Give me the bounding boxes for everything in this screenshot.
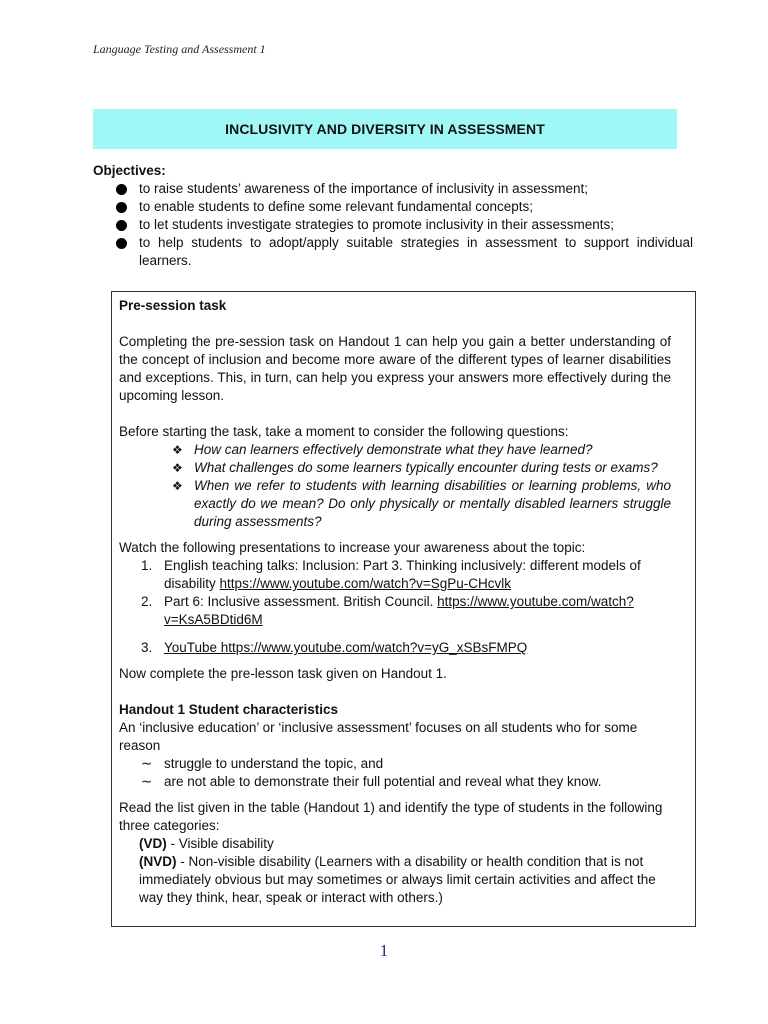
category-item: (NVD) - Non-visible disability (Learners with a disability or health condition that is not immediately obvious but may sometimes or always limit certain activities and affect the way they think, hear, speak or interact with others.) bbox=[139, 854, 656, 905]
question-item: ❖ How can learners effectively demonstrate what they have learned? bbox=[172, 442, 593, 457]
page-number: 1 bbox=[379, 941, 389, 960]
video-link[interactable]: https://www.youtube.com/watch?v=SgPu-CHcvlk bbox=[219, 576, 512, 591]
pre-session-task-box bbox=[111, 291, 696, 927]
question-item: ❖ When we refer to students with learning disabilities or learning problems, who exactly do we mean? Do only physically or mentally disabled learners struggle during assessments? bbox=[172, 478, 671, 529]
objectives-section bbox=[93, 162, 693, 270]
objective-item: to raise students’ awareness of the importance of inclusivity in assessment; bbox=[93, 180, 693, 198]
diamond-bullet-icon: ❖ bbox=[172, 443, 183, 457]
reason-item: ∼ struggle to understand the topic, and bbox=[141, 756, 384, 771]
question-item: ❖ What challenges do some learners typically encounter during tests or exams? bbox=[172, 460, 658, 475]
watch-intro: Watch the following presentations to increase your awareness about the topic: bbox=[119, 540, 586, 555]
video-list bbox=[119, 557, 671, 657]
video-link[interactable]: https://www.youtube.com/watch?v=KsA5BDtid6M bbox=[164, 594, 634, 627]
task-heading: Pre-session task bbox=[119, 298, 227, 313]
read-list-instruction: Read the list given in the table (Handout 1) and identify the type of students in the following three categories: bbox=[119, 800, 663, 833]
video-link[interactable]: YouTube https://www.youtube.com/watch?v=yG_xSBsFMPQ bbox=[164, 640, 528, 655]
objective-item: to let students investigate strategies to promote inclusivity in their assessments; bbox=[93, 216, 693, 234]
diamond-bullet-icon: ❖ bbox=[172, 461, 183, 475]
bullet-icon bbox=[116, 220, 127, 231]
task-intro: Completing the pre-session task on Handout 1 can help you gain a better understanding of the concept of inclusion and become more aware of the different types of learner disabilities and exceptions. This, in turn, can help you express your answers more effectively during the upcoming lesson. bbox=[119, 334, 671, 403]
video-item: 1. English teaching talks: Inclusion: Part 3. Thinking inclusively: different models of disability https://www.youtube.com/watch?v=SgPu-CHcvlk bbox=[141, 558, 641, 591]
bullet-icon bbox=[116, 184, 127, 195]
video-item: 2. Part 6: Inclusive assessment. British Council. https://www.youtube.com/watch?v=KsA5BDtid6M bbox=[141, 594, 634, 627]
objectives-list bbox=[93, 180, 693, 270]
reason-item: ∼ are not able to demonstrate their full potential and reveal what they know. bbox=[141, 774, 602, 789]
handout-heading: Handout 1 Student characteristics bbox=[119, 702, 339, 717]
bullet-icon bbox=[116, 202, 127, 213]
category-item: (VD) - Visible disability bbox=[139, 836, 274, 851]
running-header: Language Testing and Assessment 1 bbox=[93, 42, 266, 56]
objective-item: to help students to adopt/apply suitable strategies in assessment to support individual learners. bbox=[93, 234, 693, 270]
page-title: INCLUSIVITY AND DIVERSITY IN ASSESSMENT bbox=[225, 121, 545, 137]
questions-list bbox=[119, 441, 671, 531]
bullet-icon bbox=[116, 238, 127, 249]
handout-intro: An ‘inclusive education’ or ‘inclusive assessment’ focuses on all students who for some reason bbox=[119, 720, 638, 753]
tilde-bullet-icon: ∼ bbox=[141, 756, 153, 771]
title-banner bbox=[93, 109, 677, 149]
diamond-bullet-icon: ❖ bbox=[172, 479, 183, 493]
complete-instruction: Now complete the pre-lesson task given on Handout 1. bbox=[119, 666, 447, 681]
video-item: 3. YouTube https://www.youtube.com/watch?v=yG_xSBsFMPQ bbox=[141, 640, 528, 655]
questions-intro: Before starting the task, take a moment to consider the following questions: bbox=[119, 424, 569, 439]
objectives-label: Objectives: bbox=[93, 163, 166, 178]
reasons-list bbox=[119, 755, 671, 791]
task-content bbox=[119, 297, 671, 907]
tilde-bullet-icon: ∼ bbox=[141, 774, 153, 789]
objective-item: to enable students to define some relevant fundamental concepts; bbox=[93, 198, 693, 216]
